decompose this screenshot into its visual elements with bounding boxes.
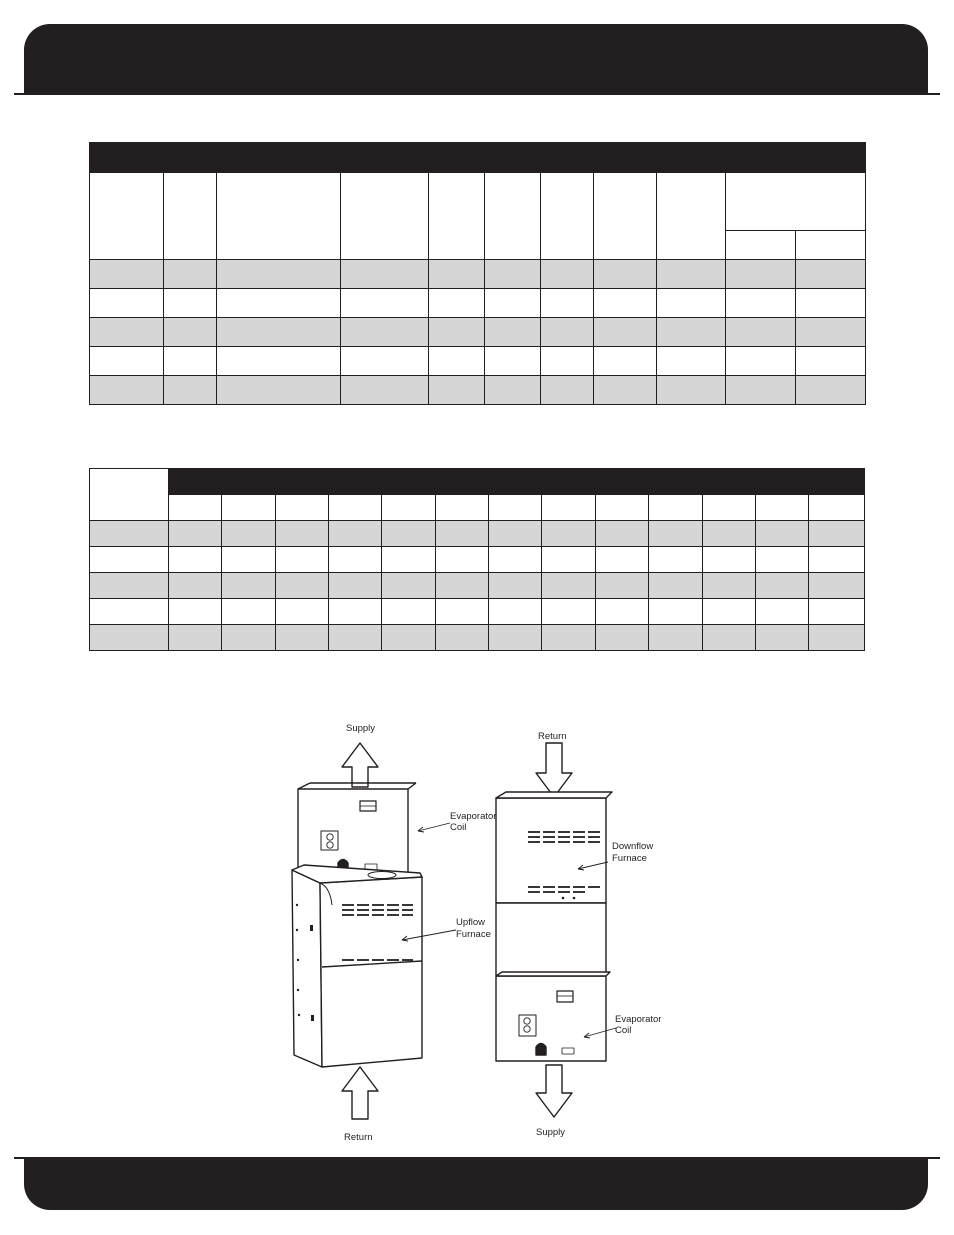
table-cell [755, 599, 808, 625]
table-cell [275, 547, 328, 573]
header-cell [382, 495, 435, 521]
upflow-furnace-label-2: Furnace [456, 929, 491, 940]
header-cell [542, 495, 595, 521]
table-cell [435, 573, 488, 599]
table-header-row [90, 495, 865, 521]
upflow-assembly [292, 743, 422, 1119]
table-cell [702, 625, 755, 651]
table-cell [429, 318, 485, 347]
table-cell [657, 260, 726, 289]
downflow-furnace-label: Downflow [612, 841, 654, 852]
table-row [90, 376, 866, 405]
downflow-return-label: Return [538, 731, 567, 742]
header-cell [341, 173, 429, 260]
return-arrow-up [342, 1067, 378, 1119]
table-cell [595, 573, 648, 599]
table-row [90, 347, 866, 376]
table-cell [429, 289, 485, 318]
upflow-furnace-label: Upflow [456, 917, 486, 928]
table-cell [435, 599, 488, 625]
header-cell [329, 495, 382, 521]
table-cell [382, 625, 435, 651]
table-cell [217, 318, 341, 347]
table-cell [382, 573, 435, 599]
header-cell [485, 173, 541, 260]
header-cell [702, 495, 755, 521]
table-cell [541, 376, 594, 405]
table-cell [726, 376, 796, 405]
header-cell [657, 173, 726, 260]
table-cell [164, 260, 217, 289]
table-title-row [90, 143, 866, 173]
table-cell [489, 573, 542, 599]
table-cell [726, 289, 796, 318]
downflow-coil-label-2: Coil [615, 1025, 632, 1036]
upflow-coil-label: Evaporator [450, 811, 497, 822]
table-cell [726, 347, 796, 376]
header-cell [164, 173, 217, 260]
table-cell [541, 347, 594, 376]
downflow-coil-label: Evaporator [615, 1014, 662, 1025]
table-cell [222, 625, 275, 651]
table-cell [594, 376, 657, 405]
table-cell [809, 625, 865, 651]
table-cell [222, 573, 275, 599]
table-row [90, 547, 865, 573]
table-cell [755, 573, 808, 599]
table-cell [485, 289, 541, 318]
table-cell [217, 376, 341, 405]
table-cell [796, 260, 866, 289]
table-cell [485, 318, 541, 347]
table-cell [217, 289, 341, 318]
header-cell [168, 495, 221, 521]
table-cell [796, 318, 866, 347]
header-cell [429, 173, 485, 260]
header-cell [90, 469, 169, 521]
table-cell [649, 573, 702, 599]
table-cell [649, 625, 702, 651]
upflow-supply-label: Supply [346, 723, 376, 734]
table-cell [809, 521, 865, 547]
table-cell [168, 547, 221, 573]
header-cell [222, 495, 275, 521]
downflow-supply-label: Supply [536, 1127, 566, 1138]
table-cell [541, 289, 594, 318]
downflow-furnace-label-2: Furnace [612, 853, 647, 864]
table-cell [649, 521, 702, 547]
table-cell [485, 347, 541, 376]
table-cell [485, 260, 541, 289]
table-cell [755, 521, 808, 547]
table-cell [702, 573, 755, 599]
table-cell [90, 599, 169, 625]
table-cell [726, 260, 796, 289]
header-cell [90, 173, 164, 260]
subheader-cell [726, 231, 796, 260]
footer-banner [24, 1157, 928, 1210]
table-cell [595, 625, 648, 651]
table-row [90, 289, 866, 318]
table-cell [222, 599, 275, 625]
header-cell [275, 495, 328, 521]
table-cell [755, 625, 808, 651]
table-cell [542, 625, 595, 651]
table-cell [435, 625, 488, 651]
table-cell [809, 573, 865, 599]
table-cell [90, 547, 169, 573]
table-cell [796, 289, 866, 318]
table-cell [657, 347, 726, 376]
header-cell [594, 173, 657, 260]
table-row [90, 625, 865, 651]
table-cell [275, 573, 328, 599]
header-rule [14, 93, 940, 95]
table-cell [90, 289, 164, 318]
table-cell [168, 599, 221, 625]
downflow-coil-box [496, 976, 606, 1061]
upflow-coil-label-2: Coil [450, 822, 467, 833]
table-cell [382, 599, 435, 625]
table-row [90, 260, 866, 289]
table-cell [168, 573, 221, 599]
table-row [90, 318, 866, 347]
table-cell [485, 376, 541, 405]
table-title-bar [90, 143, 866, 173]
header-cell [809, 495, 865, 521]
table-cell [329, 521, 382, 547]
table-cell [329, 573, 382, 599]
table-row [90, 599, 865, 625]
table-cell [329, 625, 382, 651]
table-cell [594, 318, 657, 347]
table-cell [275, 521, 328, 547]
table-cell [649, 547, 702, 573]
subheader-cell [796, 231, 866, 260]
table-cell [341, 289, 429, 318]
furnace-installation-diagram [270, 715, 690, 1145]
table-cell [702, 599, 755, 625]
table-header-row [90, 173, 866, 231]
header-banner [24, 24, 928, 94]
table-cell [341, 260, 429, 289]
table-cell [164, 347, 217, 376]
table-cell [90, 376, 164, 405]
airflow-table [89, 468, 865, 651]
table-cell [168, 625, 221, 651]
table-cell [90, 625, 169, 651]
table-cell [542, 521, 595, 547]
supply-arrow-down [536, 1065, 572, 1117]
table-cell [755, 547, 808, 573]
table-cell [489, 599, 542, 625]
table-cell [90, 260, 164, 289]
table-cell [90, 521, 169, 547]
table-cell [702, 521, 755, 547]
table-cell [726, 318, 796, 347]
table-cell [489, 547, 542, 573]
table-cell [657, 289, 726, 318]
table-cell [594, 260, 657, 289]
table-cell [541, 318, 594, 347]
table-cell [657, 376, 726, 405]
header-cell [217, 173, 341, 260]
header-cell [541, 173, 594, 260]
header-cell [755, 495, 808, 521]
header-cell [489, 495, 542, 521]
table-row [90, 521, 865, 547]
table-cell [90, 318, 164, 347]
table-cell [341, 347, 429, 376]
table-cell [382, 521, 435, 547]
table-cell [222, 547, 275, 573]
table-cell [217, 347, 341, 376]
table-title-bar [168, 469, 864, 495]
table-cell [429, 260, 485, 289]
table-cell [329, 599, 382, 625]
table-cell [382, 547, 435, 573]
table-cell [595, 521, 648, 547]
return-arrow-down [536, 743, 572, 797]
table-cell [90, 347, 164, 376]
header-group-cell [726, 173, 866, 231]
table-cell [489, 625, 542, 651]
table-cell [541, 260, 594, 289]
table-cell [275, 599, 328, 625]
table-cell [542, 599, 595, 625]
downflow-assembly [496, 743, 612, 1117]
upflow-furnace-side [292, 870, 322, 1067]
table-cell [164, 318, 217, 347]
header-cell [649, 495, 702, 521]
table-cell [594, 289, 657, 318]
table-cell [489, 521, 542, 547]
table-cell [796, 347, 866, 376]
table-cell [809, 599, 865, 625]
table-cell [168, 521, 221, 547]
table-cell [164, 376, 217, 405]
table-cell [595, 599, 648, 625]
table-cell [649, 599, 702, 625]
table-cell [429, 376, 485, 405]
table-cell [796, 376, 866, 405]
table-cell [429, 347, 485, 376]
table-cell [217, 260, 341, 289]
table-cell [329, 547, 382, 573]
upflow-return-label: Return [344, 1132, 373, 1143]
table-cell [594, 347, 657, 376]
table-cell [90, 573, 169, 599]
table-cell [341, 376, 429, 405]
header-cell [595, 495, 648, 521]
table-cell [595, 547, 648, 573]
supply-arrow-up [342, 743, 378, 787]
table-cell [809, 547, 865, 573]
table-cell [435, 547, 488, 573]
table-cell [702, 547, 755, 573]
specifications-table [89, 142, 866, 405]
table-cell [542, 573, 595, 599]
table-cell [164, 289, 217, 318]
table-title-row [90, 469, 865, 495]
table-row [90, 573, 865, 599]
table-cell [341, 318, 429, 347]
header-cell [435, 495, 488, 521]
table-cell [542, 547, 595, 573]
table-cell [222, 521, 275, 547]
table-cell [657, 318, 726, 347]
table-cell [275, 625, 328, 651]
table-cell [435, 521, 488, 547]
